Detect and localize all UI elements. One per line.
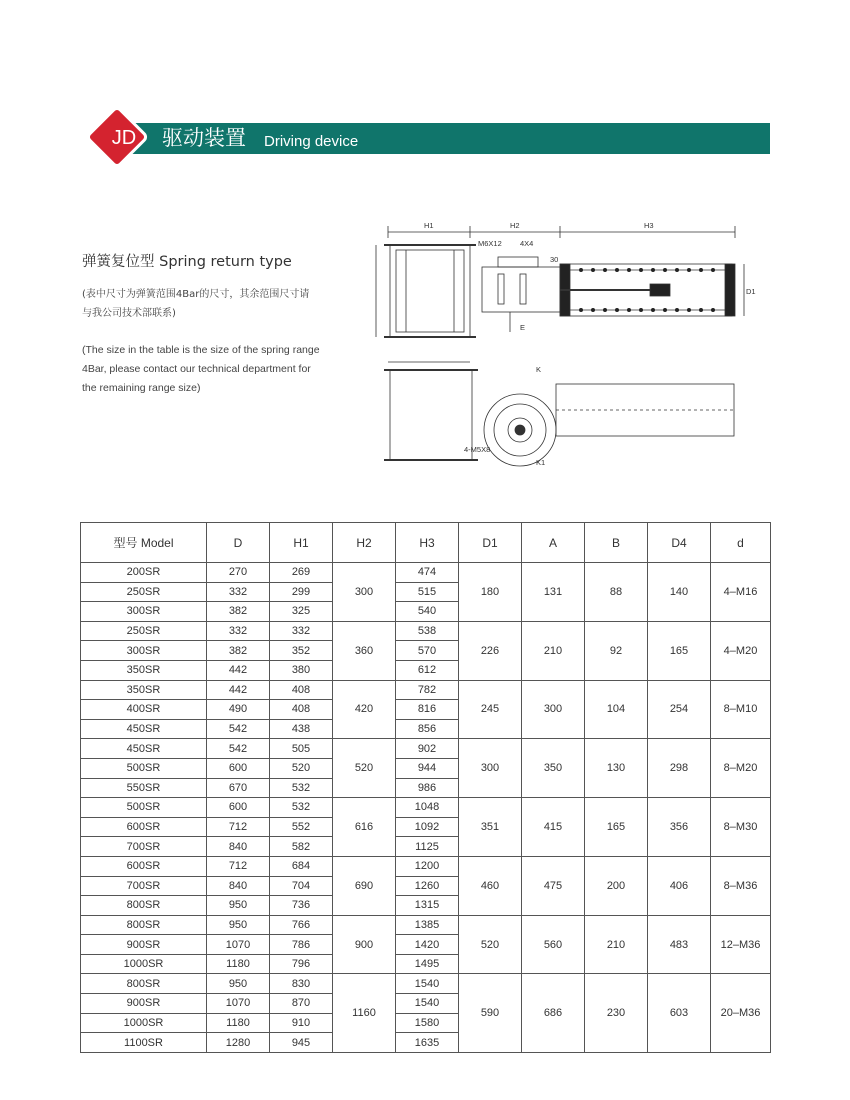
table-row <box>81 915 771 935</box>
cell-h1: 438 <box>270 719 333 739</box>
header-d-bolt: d <box>711 523 771 563</box>
cell-a: 350 <box>522 739 585 798</box>
cell-h3: 1385 <box>396 915 459 935</box>
cell-h1: 325 <box>270 602 333 622</box>
cell-h3: 902 <box>396 739 459 759</box>
header-model: 型号 Model <box>81 523 207 563</box>
cell-b: 165 <box>585 798 648 857</box>
cell-d1: 590 <box>459 974 522 1052</box>
cell-h3: 856 <box>396 719 459 739</box>
cell-h1: 736 <box>270 896 333 916</box>
cell-h1: 408 <box>270 680 333 700</box>
cell-d: 542 <box>207 719 270 739</box>
cell-h3: 570 <box>396 641 459 661</box>
cell-h3: 782 <box>396 680 459 700</box>
cell-h3: 1125 <box>396 837 459 857</box>
cell-h3: 986 <box>396 778 459 798</box>
table-row <box>81 974 771 994</box>
cell-h3: 944 <box>396 758 459 778</box>
label-m5x8: 4-M5X8 <box>464 445 491 454</box>
cell-h1: 532 <box>270 798 333 818</box>
cell-d1: 460 <box>459 856 522 915</box>
cell-model: 800SR <box>81 896 207 916</box>
cell-d: 1070 <box>207 935 270 955</box>
cell-model: 350SR <box>81 660 207 680</box>
cell-d-bolt: 8–M20 <box>711 739 771 798</box>
cell-h2: 690 <box>333 856 396 915</box>
cell-d4: 298 <box>648 739 711 798</box>
cell-b: 200 <box>585 856 648 915</box>
cell-d: 950 <box>207 974 270 994</box>
cell-model: 400SR <box>81 700 207 720</box>
cell-h3: 1540 <box>396 974 459 994</box>
cell-d: 600 <box>207 758 270 778</box>
cell-h1: 910 <box>270 1013 333 1033</box>
cell-d1: 245 <box>459 680 522 739</box>
spec-table <box>80 522 771 1053</box>
banner-title-cn: 驱动装置 <box>162 126 246 150</box>
cell-h3: 1635 <box>396 1033 459 1053</box>
cell-a: 210 <box>522 621 585 680</box>
cell-model: 450SR <box>81 719 207 739</box>
cell-d4: 254 <box>648 680 711 739</box>
cell-d: 600 <box>207 798 270 818</box>
cell-model: 800SR <box>81 974 207 994</box>
cell-h1: 786 <box>270 935 333 955</box>
cell-model: 450SR <box>81 739 207 759</box>
note-chinese: (表中尺寸为弹簧范围4Bar的尺寸，其余范围尺寸请与我公司技术部联系) <box>82 289 310 319</box>
cell-h1: 766 <box>270 915 333 935</box>
cell-model: 600SR <box>81 817 207 837</box>
cell-d-bolt: 20–M36 <box>711 974 771 1052</box>
header-h2: H2 <box>333 523 396 563</box>
cell-h3: 538 <box>396 621 459 641</box>
label-d1: D1 <box>746 287 756 296</box>
cell-model: 700SR <box>81 876 207 896</box>
cell-model: 250SR <box>81 621 207 641</box>
cell-h3: 474 <box>396 563 459 583</box>
table-row <box>81 798 771 818</box>
cell-a: 475 <box>522 856 585 915</box>
cell-h1: 796 <box>270 954 333 974</box>
cell-d4: 140 <box>648 563 711 622</box>
cell-h2: 1160 <box>333 974 396 1052</box>
cell-b: 210 <box>585 915 648 974</box>
cell-d: 712 <box>207 856 270 876</box>
cell-d: 1280 <box>207 1033 270 1053</box>
cell-h1: 684 <box>270 856 333 876</box>
cell-d1: 520 <box>459 915 522 974</box>
label-k: K <box>536 365 542 374</box>
cell-d1: 300 <box>459 739 522 798</box>
cell-d-bolt: 8–M10 <box>711 680 771 739</box>
cell-d-bolt: 4–M16 <box>711 563 771 622</box>
label-key: 4X4 <box>520 239 534 248</box>
cell-h2: 520 <box>333 739 396 798</box>
cell-h3: 540 <box>396 602 459 622</box>
cell-a: 560 <box>522 915 585 974</box>
label-h1: H1 <box>424 221 434 230</box>
cell-d: 950 <box>207 896 270 916</box>
cell-d1: 351 <box>459 798 522 857</box>
cell-model: 500SR <box>81 798 207 818</box>
cell-d4: 406 <box>648 856 711 915</box>
cell-d: 382 <box>207 602 270 622</box>
cell-h1: 505 <box>270 739 333 759</box>
cell-d: 490 <box>207 700 270 720</box>
table-row <box>81 621 771 641</box>
cell-model: 1000SR <box>81 954 207 974</box>
label-h2: H2 <box>510 221 520 230</box>
cell-d4: 603 <box>648 974 711 1052</box>
label-h3: H3 <box>644 221 654 230</box>
cell-h1: 532 <box>270 778 333 798</box>
cell-h1: 830 <box>270 974 333 994</box>
cell-h3: 1540 <box>396 994 459 1014</box>
cell-d: 270 <box>207 563 270 583</box>
cell-model: 900SR <box>81 994 207 1014</box>
cell-h2: 300 <box>333 563 396 622</box>
cell-model: 350SR <box>81 680 207 700</box>
cell-b: 130 <box>585 739 648 798</box>
cell-d: 382 <box>207 641 270 661</box>
note-english: (The size in the table is the size of the spring range 4Bar, please contact our technical department for the remaining range size) <box>82 344 320 394</box>
cell-d: 442 <box>207 660 270 680</box>
cell-h3: 816 <box>396 700 459 720</box>
table-header-row <box>81 523 771 563</box>
cell-b: 230 <box>585 974 648 1052</box>
cell-d: 840 <box>207 837 270 857</box>
cell-h1: 332 <box>270 621 333 641</box>
cell-d: 1180 <box>207 1013 270 1033</box>
table-row <box>81 739 771 759</box>
cell-b: 88 <box>585 563 648 622</box>
cell-d-bolt: 8–M36 <box>711 856 771 915</box>
cell-model: 300SR <box>81 641 207 661</box>
cell-d: 332 <box>207 582 270 602</box>
cell-d: 1070 <box>207 994 270 1014</box>
cell-h1: 520 <box>270 758 333 778</box>
cell-h3: 515 <box>396 582 459 602</box>
cell-a: 131 <box>522 563 585 622</box>
cell-a: 686 <box>522 974 585 1052</box>
cell-d: 840 <box>207 876 270 896</box>
cell-model: 700SR <box>81 837 207 857</box>
cell-h3: 612 <box>396 660 459 680</box>
cell-b: 92 <box>585 621 648 680</box>
cell-d1: 180 <box>459 563 522 622</box>
banner-title-en: Driving device <box>264 133 359 150</box>
cell-model: 600SR <box>81 856 207 876</box>
table-row <box>81 563 771 583</box>
cell-h2: 420 <box>333 680 396 739</box>
cell-h1: 582 <box>270 837 333 857</box>
section-banner <box>80 122 770 154</box>
cell-h1: 380 <box>270 660 333 680</box>
cell-model: 500SR <box>81 758 207 778</box>
cell-h3: 1315 <box>396 896 459 916</box>
cell-h1: 269 <box>270 563 333 583</box>
section-title: 弹簧复位型 Spring return type <box>82 254 292 270</box>
cell-d: 950 <box>207 915 270 935</box>
cell-h2: 360 <box>333 621 396 680</box>
header-d1: D1 <box>459 523 522 563</box>
cell-d-bolt: 4–M20 <box>711 621 771 680</box>
cell-h2: 616 <box>333 798 396 857</box>
cell-d-bolt: 8–M30 <box>711 798 771 857</box>
cell-d4: 483 <box>648 915 711 974</box>
cell-h2: 900 <box>333 915 396 974</box>
label-e: E <box>520 323 526 332</box>
cell-model: 900SR <box>81 935 207 955</box>
cell-h1: 870 <box>270 994 333 1014</box>
banner-badge-text: JD <box>111 127 137 149</box>
cell-h3: 1048 <box>396 798 459 818</box>
table-row <box>81 680 771 700</box>
cell-h3: 1580 <box>396 1013 459 1033</box>
cell-d: 712 <box>207 817 270 837</box>
cell-d: 1180 <box>207 954 270 974</box>
cell-h1: 552 <box>270 817 333 837</box>
cell-d4: 356 <box>648 798 711 857</box>
cell-h3: 1420 <box>396 935 459 955</box>
cell-h1: 299 <box>270 582 333 602</box>
cell-h1: 408 <box>270 700 333 720</box>
cell-h3: 1260 <box>396 876 459 896</box>
cell-model: 250SR <box>81 582 207 602</box>
label-30: 30 <box>550 255 559 264</box>
label-m6x12: M6X12 <box>478 239 502 248</box>
cell-d1: 226 <box>459 621 522 680</box>
header-d4: D4 <box>648 523 711 563</box>
cell-d-bolt: 12–M36 <box>711 915 771 974</box>
header-d: D <box>207 523 270 563</box>
cell-model: 200SR <box>81 563 207 583</box>
header-h1: H1 <box>270 523 333 563</box>
cell-h3: 1200 <box>396 856 459 876</box>
cell-d: 670 <box>207 778 270 798</box>
label-k1: K1 <box>536 458 546 467</box>
cell-h3: 1495 <box>396 954 459 974</box>
cell-d: 542 <box>207 739 270 759</box>
cell-b: 104 <box>585 680 648 739</box>
cell-model: 1000SR <box>81 1013 207 1033</box>
table-row <box>81 856 771 876</box>
header-h3: H3 <box>396 523 459 563</box>
cell-model: 1100SR <box>81 1033 207 1053</box>
table-body <box>81 563 771 1053</box>
cell-d: 442 <box>207 680 270 700</box>
cell-h3: 1092 <box>396 817 459 837</box>
cell-h1: 704 <box>270 876 333 896</box>
cell-a: 300 <box>522 680 585 739</box>
actuator-drawing <box>360 212 760 474</box>
cell-model: 300SR <box>81 602 207 622</box>
cell-model: 800SR <box>81 915 207 935</box>
cell-h1: 352 <box>270 641 333 661</box>
header-a: A <box>522 523 585 563</box>
cell-d4: 165 <box>648 621 711 680</box>
cell-h1: 945 <box>270 1033 333 1053</box>
cell-model: 550SR <box>81 778 207 798</box>
cell-d: 332 <box>207 621 270 641</box>
cell-a: 415 <box>522 798 585 857</box>
header-b: B <box>585 523 648 563</box>
